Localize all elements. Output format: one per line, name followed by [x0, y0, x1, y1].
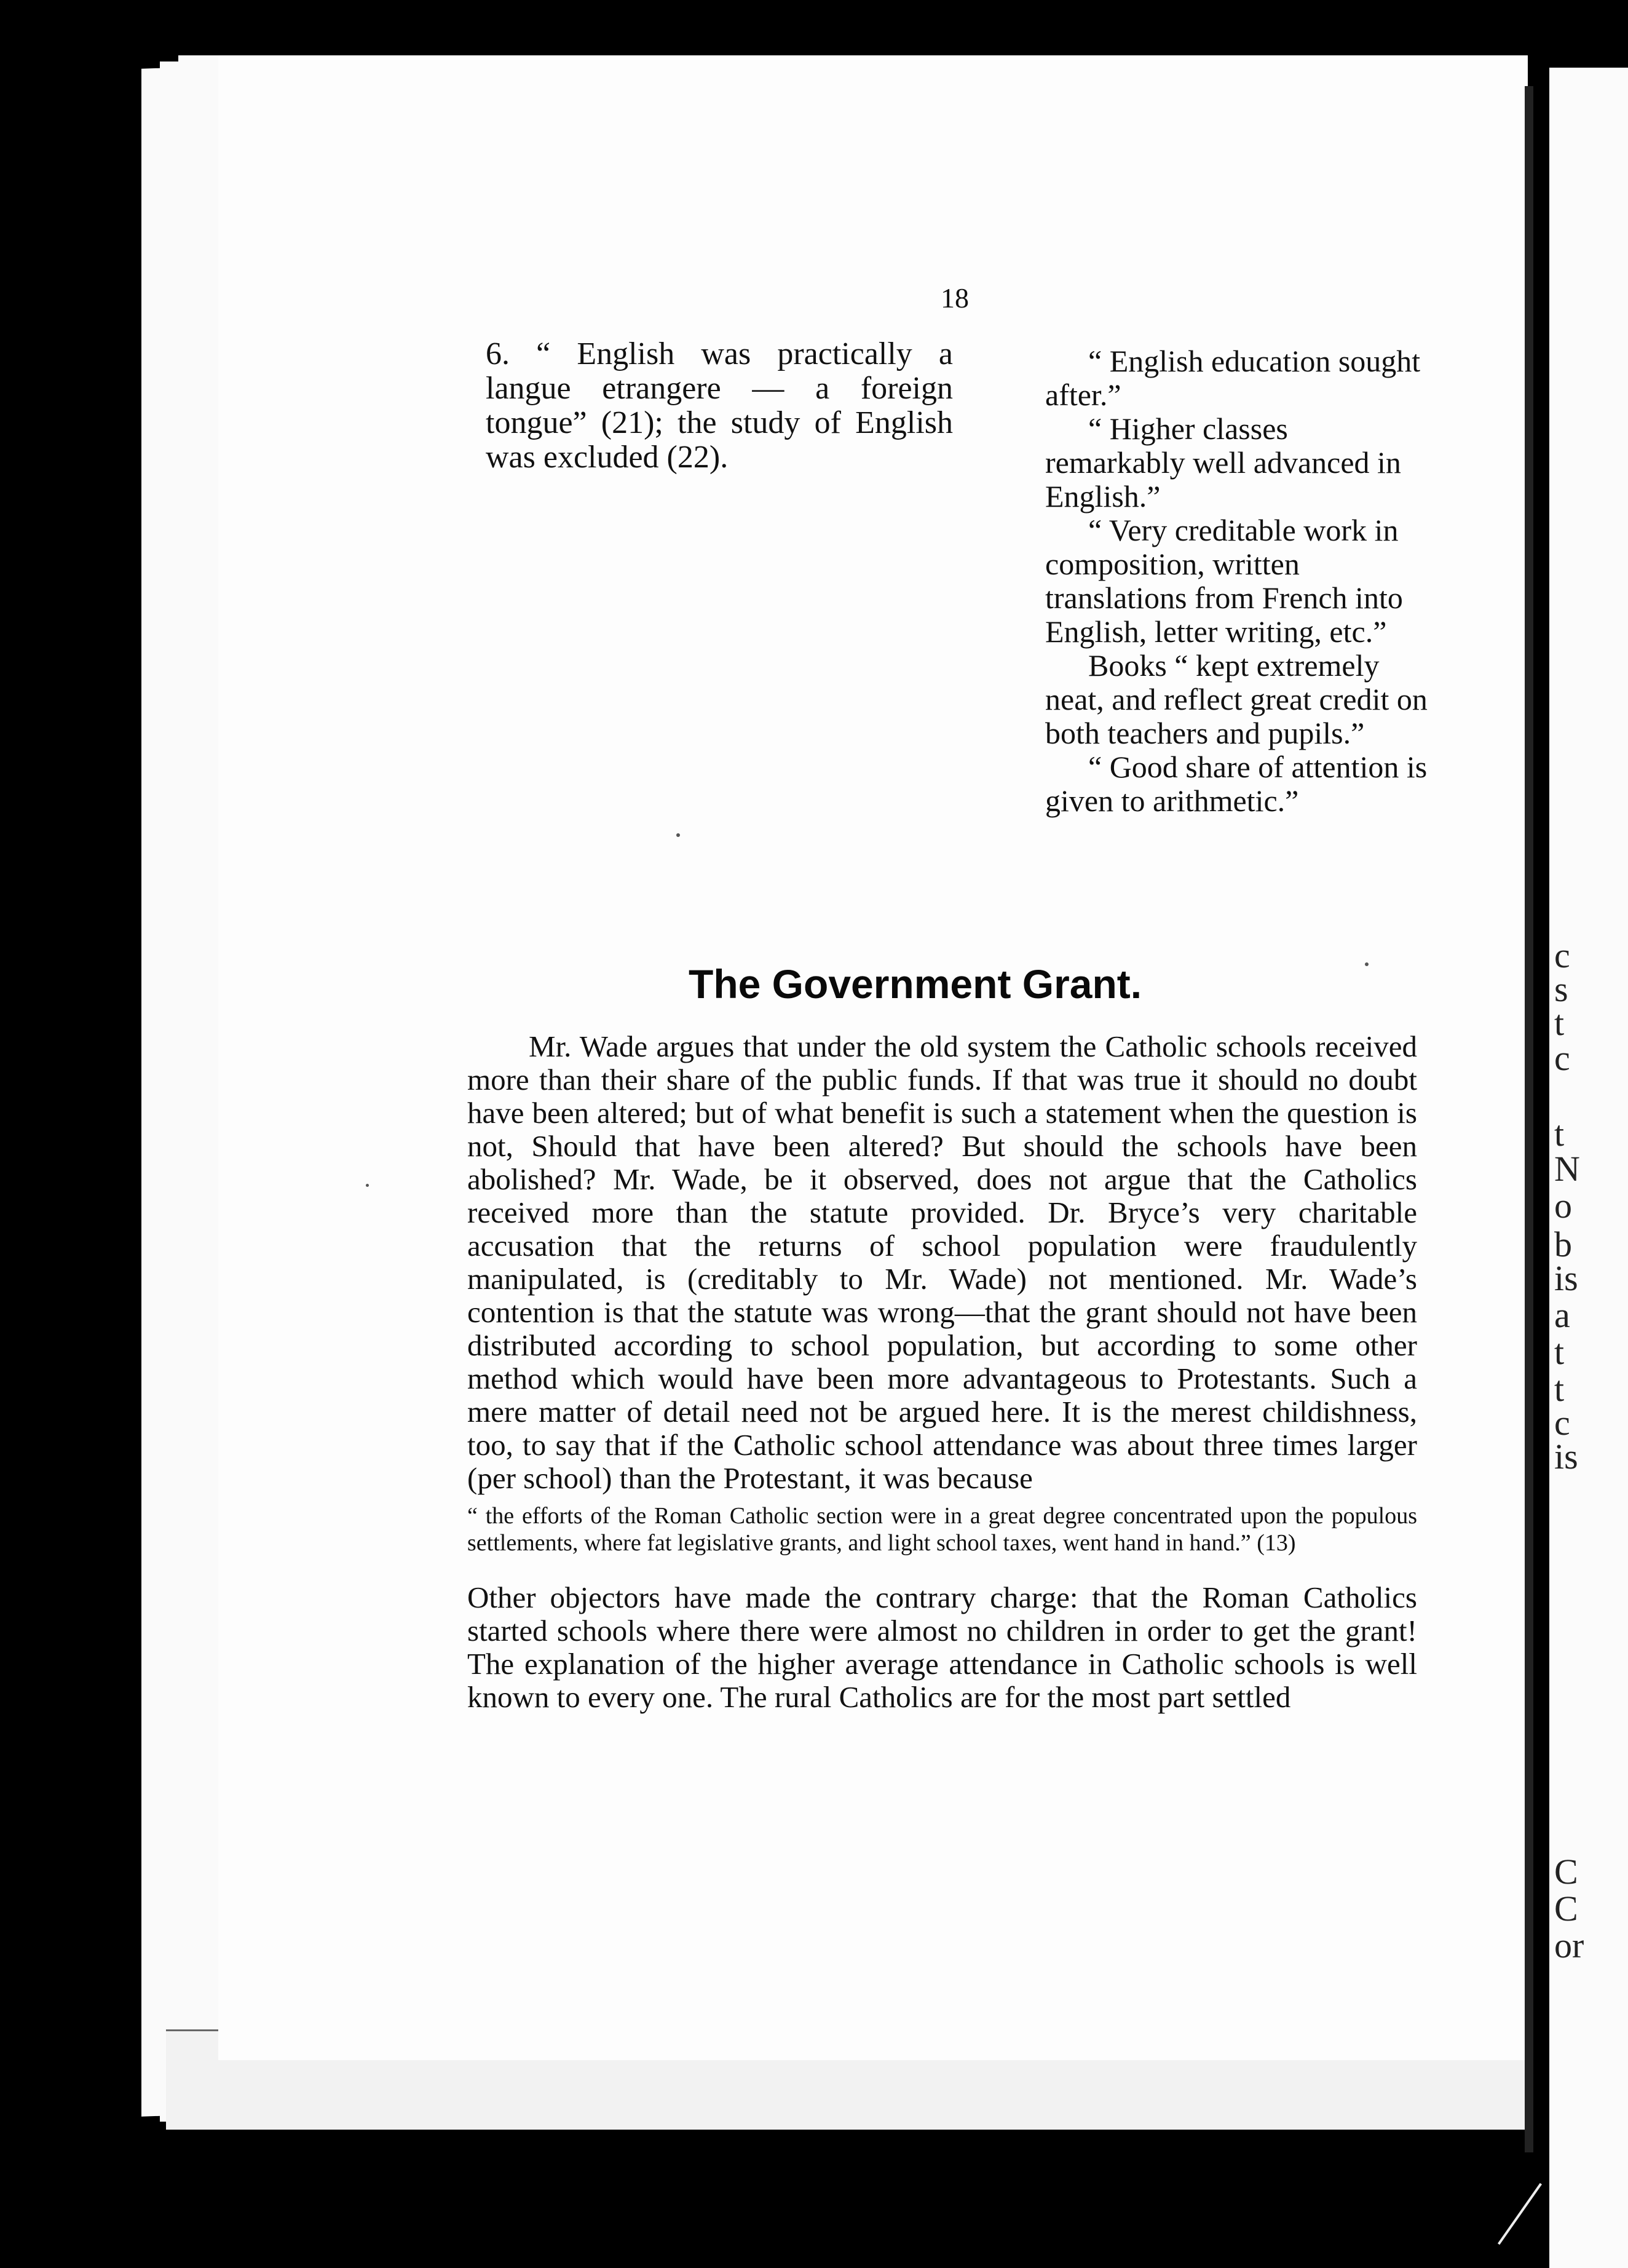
- item-text: “ English was practically a langue etrangere — a foreign tongue” (21); the study of English was excluded (22).: [486, 336, 954, 475]
- facing-page: [1549, 68, 1628, 2268]
- facing-fragment: s: [1554, 969, 1568, 1009]
- facing-fragment: b: [1554, 1224, 1572, 1264]
- facing-fragment: t: [1554, 1114, 1565, 1154]
- facing-fragment: o: [1554, 1186, 1572, 1226]
- block-quote: “ the efforts of the Roman Catholic section were in a great degree concentrated upon the populous settlements, where fat legislative grants, and light school taxes, went hand in hand.” (13): [467, 1503, 1417, 1556]
- numbered-item: [486, 337, 953, 475]
- facing-fragment: N: [1554, 1149, 1580, 1189]
- quote-paragraph: “ Very creditable work in composition, written translations from French into English, letter writing, etc.”: [1045, 513, 1403, 649]
- body-paragraph: Other objectors have made the contrary charge: that the Roman Catholics started schools where there were almost no children in order to get the grant! The explanation of the higher average attendance in Catholic schools is well known to every one. The rural Catholics are for the most part settled: [467, 1580, 1417, 1714]
- print-speck: [1365, 962, 1369, 966]
- facing-fragment: is: [1554, 1258, 1578, 1298]
- section-body: [467, 1030, 1417, 1714]
- page-gutter: [1525, 86, 1533, 2152]
- print-speck: [676, 833, 680, 837]
- facing-fragment: C: [1554, 1889, 1578, 1929]
- left-column: [486, 337, 953, 475]
- item-number: 6.: [486, 336, 510, 371]
- print-speck: [366, 1184, 369, 1187]
- book-edge: [178, 55, 223, 2128]
- facing-fragment: t: [1554, 1003, 1565, 1043]
- quote-paragraph: Books “ kept extremely neat, and reflect great credit on both teachers and pupils.”: [1045, 648, 1428, 750]
- body-paragraph: Mr. Wade argues that under the old system the Catholic schools received more than their share of the public funds. If that was true it should no doubt have been altered; but of what benefit is such a statement when the question is not, Should that have been altered? But should the schools have been abolished? Mr. Wade, be it observed, does not argue that the Catholics received more than the statute provided. Dr. Bryce’s very charitable accusation that the returns of school population were fraudulently manipulated, is (creditably to Mr. Wade) not mentioned. Mr. Wade’s contention is that the statute was wrong—that the grant should not have been distributed according to school population, but according to some other method which would have been more advantageous to Protestants. Such a mere matter of detail need not be argued here. It is the merest childishness, too, to say that if the Catholic school attendance was about three times larger (per school) than the Protestant, it was because: [467, 1029, 1417, 1495]
- quote-paragraph: “ Good share of attention is given to arithmetic.”: [1045, 750, 1428, 818]
- facing-fragment: C: [1554, 1852, 1578, 1892]
- quote-paragraph: “ Higher classes remarkably well advanced in English.”: [1045, 411, 1401, 513]
- facing-fragment: a: [1554, 1295, 1570, 1335]
- section-heading: The Government Grant.: [689, 961, 1142, 1007]
- right-column: [1045, 344, 1432, 818]
- quote-paragraph: “ English education sought after.”: [1045, 344, 1421, 412]
- facing-fragment: c: [1554, 935, 1570, 975]
- facing-fragment: c: [1554, 1403, 1570, 1443]
- facing-fragment: c: [1554, 1038, 1570, 1078]
- facing-fragment: t: [1554, 1369, 1565, 1409]
- page-number: 18: [941, 282, 969, 314]
- facing-fragment: is: [1554, 1437, 1578, 1477]
- scan-artifact: [1498, 2183, 1542, 2245]
- facing-fragment: or: [1554, 1925, 1584, 1965]
- facing-fragment: t: [1554, 1332, 1565, 1372]
